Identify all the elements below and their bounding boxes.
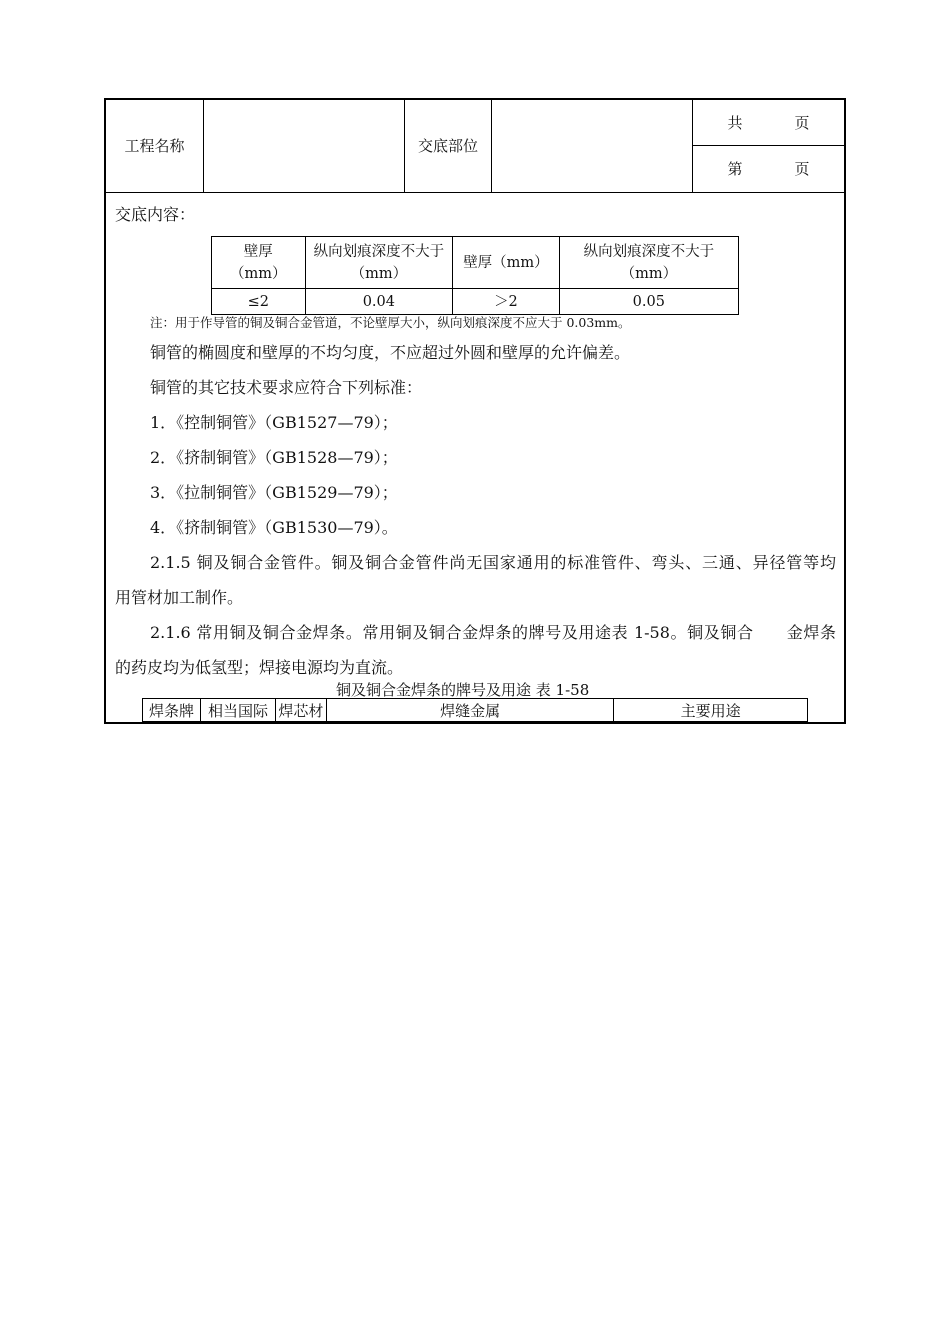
weld-header-electrode-grade: 焊条牌 <box>143 699 201 722</box>
project-name-label: 工程名称 <box>124 137 185 155</box>
location-label: 交底部位 <box>417 137 478 155</box>
content-label: 交底内容： <box>115 205 196 224</box>
spec-cell-thick-depth: 0.05 <box>559 289 738 315</box>
standards-list-item: 4．《挤制铜管》（GB1530—79）。 <box>150 518 398 537</box>
header-bottom-rule <box>106 192 844 193</box>
standards-list-item: 1．《控制铜管》（GB1527—79）； <box>150 413 398 432</box>
location-field[interactable] <box>492 100 692 192</box>
spec-cell-thick-wall: ＞2 <box>453 289 559 315</box>
standards-list-item: 2．《挤制铜管》（GB1528—79）； <box>150 448 398 467</box>
total-pages-prefix: 共 <box>727 113 743 132</box>
spec-header-scratch-depth-2: 纵向划痕深度不大于（mm） <box>559 237 738 289</box>
project-name-field[interactable] <box>204 100 404 192</box>
table-note: 注：用于作导管的铜及铜合金管道，不论壁厚大小，纵向划痕深度不应大于 0.03mm。 <box>150 315 631 330</box>
spec-header-wall-thickness-1: 壁厚（mm） <box>212 237 306 289</box>
weld-table-caption: 铜及铜合金焊条的牌号及用途 表 1-58 <box>336 681 590 699</box>
standards-list-item: 3．《拉制铜管》（GB1529—79）； <box>150 483 398 502</box>
scratch-depth-table <box>211 236 739 315</box>
paragraph-electrodes-line-2: 的药皮均为低氢型；焊接电源均为直流。 <box>115 658 404 677</box>
total-pages-suffix: 页 <box>794 113 810 132</box>
weld-header-weld-metal: 焊缝金属 <box>326 699 613 722</box>
total-pages-cell <box>693 100 844 145</box>
paragraph-fittings-line-1: 2.1.5 铜及铜合金管件。铜及铜合金管件尚无国家通用的标准管件、弯头、三通、异径管等均 <box>150 553 836 572</box>
paragraph-ellipticity: 铜管的椭圆度和壁厚的不均匀度，不应超过外圆和壁厚的允许偏差。 <box>150 343 631 362</box>
paragraph-standards-intro: 铜管的其它技术要求应符合下列标准： <box>150 378 423 397</box>
welding-electrode-table <box>142 698 808 722</box>
page-number-cell <box>693 146 844 192</box>
weld-header-core-material: 焊芯材 <box>275 699 326 722</box>
page-number-suffix: 页 <box>794 160 810 178</box>
weld-header-intl-equivalent: 相当国际 <box>200 699 275 722</box>
spec-cell-thin-depth: 0.04 <box>305 289 453 315</box>
spec-cell-thin-wall: ≤2 <box>212 289 306 315</box>
spec-header-wall-thickness-2: 壁厚（mm） <box>453 237 559 289</box>
paragraph-fittings-line-2: 用管材加工制作。 <box>115 588 244 607</box>
paragraph-electrodes-line-1: 2.1.6 常用铜及铜合金焊条。常用铜及铜合金焊条的牌号及用途表 1-58。铜及铜合 金焊条 <box>150 623 836 642</box>
page-number-prefix: 第 <box>727 160 743 178</box>
spec-header-scratch-depth-1: 纵向划痕深度不大于（mm） <box>305 237 453 289</box>
weld-header-main-use: 主要用途 <box>614 699 808 722</box>
